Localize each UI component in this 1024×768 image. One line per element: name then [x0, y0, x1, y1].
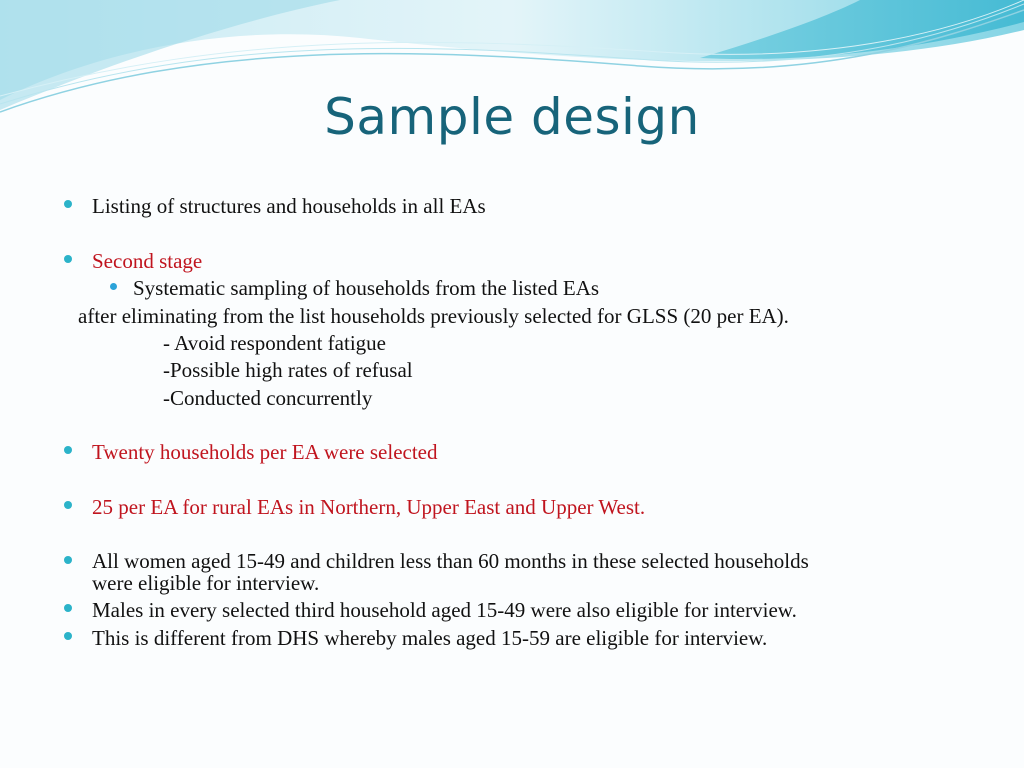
- sub-bullet-text-systematic: Systematic sampling of households from the listed EAs: [133, 276, 600, 300]
- bullet-icon: [64, 632, 72, 640]
- bullet-text-eligibility-line1: All women aged 15-49 and children less than 60 months in these selected households: [92, 549, 809, 573]
- bullet-icon: [64, 501, 72, 509]
- reason-text: -Conducted concurrently: [163, 386, 373, 410]
- bullet-icon: [64, 556, 72, 564]
- bullet-icon: [64, 604, 72, 612]
- bullet-text-second-stage: Second stage: [92, 249, 203, 273]
- bullet-text-males: Males in every selected third household aged 15-49 were also eligible for interview.: [92, 598, 797, 622]
- bullet-text-rural-eas: 25 per EA for rural EAs in Northern, Upper East and Upper West.: [92, 495, 646, 519]
- reason-text: - Avoid respondent fatigue: [163, 331, 386, 355]
- bullet-text-eligibility-line2: were eligible for interview.: [92, 571, 320, 595]
- slide-title: Sample design: [324, 88, 700, 146]
- bullet-text-listing: Listing of structures and households in all EAs: [92, 194, 486, 218]
- bullet-icon: [64, 255, 72, 263]
- bullet-text-dhs-difference: This is different from DHS whereby males aged 15-59 are eligible for interview.: [92, 626, 768, 650]
- continuation-text: after eliminating from the list households previously selected for GLSS (20 per EA).: [78, 304, 789, 328]
- bullet-icon: [64, 446, 72, 454]
- reason-text: -Possible high rates of refusal: [163, 358, 413, 382]
- bullet-icon: [64, 200, 72, 208]
- bullet-text-twenty-households: Twenty households per EA were selected: [92, 440, 438, 464]
- sub-bullet-icon: [110, 283, 117, 290]
